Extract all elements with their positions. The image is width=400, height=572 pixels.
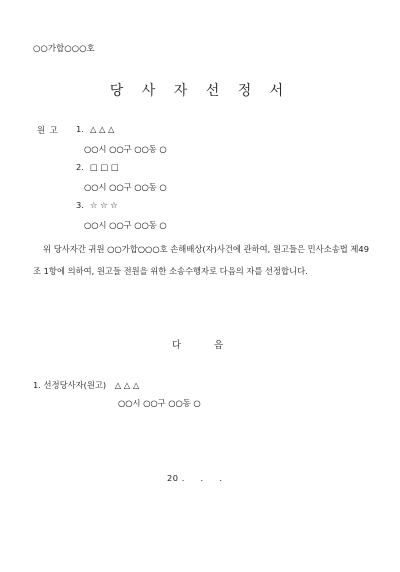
plaintiff-address: ○○시 ○○구 ○○동 ○ — [84, 144, 167, 154]
plaintiff-label: 원 고 — [37, 125, 58, 135]
selected-party-name: △ △ △ — [114, 380, 140, 390]
plaintiff-name: △ △ △ — [90, 124, 115, 134]
selected-party-address: ○○시 ○○구 ○○동 ○ — [118, 398, 201, 408]
plaintiff-name: □ □ □ — [90, 162, 119, 172]
plaintiff-number: 2. — [76, 162, 84, 172]
plaintiff-address: ○○시 ○○구 ○○동 ○ — [84, 182, 167, 192]
plaintiff-address: ○○시 ○○구 ○○동 ○ — [84, 220, 167, 230]
selected-party-label — [33, 379, 139, 391]
document-title: 당 사 자 선 정 서 — [109, 83, 291, 99]
date-line: 20 . . . — [167, 473, 223, 483]
plaintiff-number: 1. — [76, 124, 84, 134]
case-number: ○○가합○○○호 — [33, 44, 95, 54]
plaintiff-number: 3. — [76, 200, 84, 210]
section-heading: 다 음 — [171, 340, 239, 351]
selected-party-role: 1. 선정당사자(원고) — [33, 380, 107, 390]
plaintiff-name: ☆ ☆ ☆ — [90, 200, 118, 210]
body-paragraph: 위 당사자간 귀원 ○○가합○○○호 손해배상(자)사건에 관하여, 원고들은 민사소송법 제49조 1항에 의하여, 원고들 전원을 위한 소송수행자로 다음의 자를 선정합니다. — [33, 244, 369, 276]
